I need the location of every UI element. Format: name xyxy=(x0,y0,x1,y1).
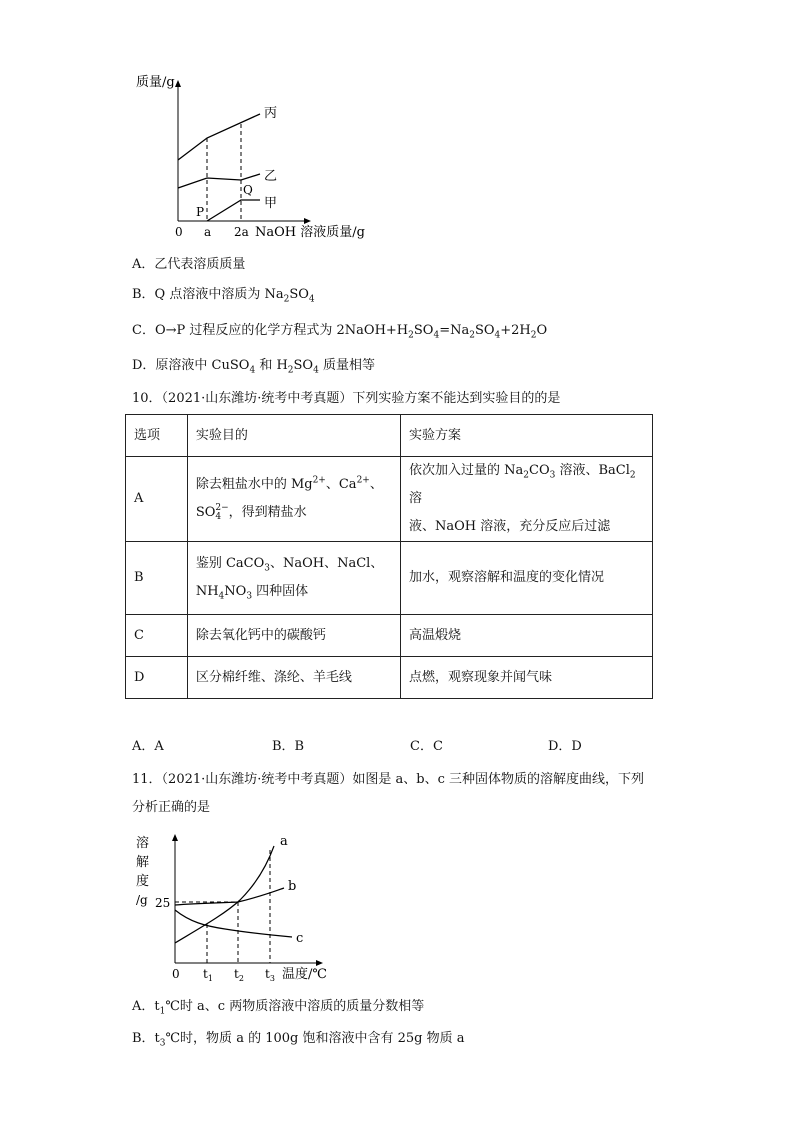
c-text: C．O→P 过程反应的化学方程式为 2NaOH+H xyxy=(132,323,409,338)
sup: 2+ xyxy=(356,475,370,486)
sub: 2 xyxy=(629,470,636,481)
chart2-xtick-t3 xyxy=(265,967,275,983)
chart2-ylabel-2: 解 xyxy=(136,855,150,870)
sub: 4 xyxy=(218,591,225,602)
q11-option-b xyxy=(132,1030,464,1048)
chart2-xlabel: 温度/℃ xyxy=(282,967,327,982)
chart2-ylabel-1: 溶 xyxy=(136,836,150,851)
t: SO xyxy=(195,505,216,520)
chart2-xtick-0: 0 xyxy=(172,967,180,981)
q9-option-b-text: B．Q 点溶液中溶质为 Na xyxy=(132,287,284,302)
sub: 2 xyxy=(283,294,290,305)
t: NO xyxy=(224,584,247,599)
t: t xyxy=(234,967,239,981)
q9-option-b-text2: SO xyxy=(289,287,309,302)
series-jia-label: 甲 xyxy=(264,196,278,211)
t: 四种固体 xyxy=(252,584,309,599)
sub: 2 xyxy=(238,974,244,983)
q10-option-d: D．D xyxy=(548,739,582,754)
sub: 4 xyxy=(249,365,256,376)
t: 溶液、BaCl xyxy=(555,463,630,478)
curve-a-label: a xyxy=(280,834,288,849)
q11-option-a xyxy=(132,998,424,1016)
t: NH xyxy=(195,584,219,599)
chart2-ylabel-3: 度 xyxy=(136,874,150,889)
t: 、 xyxy=(369,477,383,492)
sub: 4 xyxy=(313,365,319,376)
chart1-tick-2a: 2a xyxy=(234,225,249,239)
t: 除去粗盐水中的 Mg xyxy=(195,477,313,492)
c-text: O xyxy=(536,323,548,338)
sub: 2 xyxy=(287,365,294,376)
row-d-plan: 点燃，观察现象并闻气味 xyxy=(401,657,653,699)
sub: 4 xyxy=(433,330,440,341)
c-text: +2H xyxy=(500,323,531,338)
curve-b-label: b xyxy=(288,879,297,894)
t: ℃时 a、c 两物质溶液中溶质的质量分数相等 xyxy=(165,999,425,1014)
chart2-x-arrow xyxy=(316,960,323,966)
c-text: SO xyxy=(474,323,495,338)
t: ，得到精盐水 xyxy=(228,505,307,520)
sub: 3 xyxy=(264,563,270,574)
header-goal: 实验目的 xyxy=(187,415,400,457)
d-text: SO xyxy=(293,358,314,373)
q10-option-a: A．A xyxy=(132,739,164,754)
t: 溶 xyxy=(409,491,423,506)
row-a-plan-l2: 液、NaOH 溶液，充分反应后过滤 xyxy=(409,519,611,534)
sub: 1 xyxy=(207,974,213,983)
row-d-opt: D xyxy=(126,657,188,699)
t: ℃时，物质 a 的 100g 饱和溶液中含有 25g 物质 a xyxy=(165,1031,465,1046)
t: 、Ca xyxy=(325,477,357,492)
chart1-xlabel: NaOH 溶液质量/g xyxy=(255,225,365,240)
sub: 4 xyxy=(215,511,222,522)
q10-option-b: B．B xyxy=(272,739,305,754)
header-option: 选项 xyxy=(126,415,188,457)
t: 依次加入过量的 Na xyxy=(409,463,524,478)
t: t xyxy=(203,967,208,981)
chart2-xtick-t1 xyxy=(203,967,213,983)
q9-option-a: A．乙代表溶质质量 xyxy=(132,257,246,272)
row-c-opt: C xyxy=(126,615,188,657)
sub: 4 xyxy=(494,330,501,341)
q10-option-c: C．C xyxy=(410,739,443,754)
point-p-label: P xyxy=(196,205,205,219)
c-text: SO xyxy=(413,323,434,338)
q11-stem-line2: 分析正确的是 xyxy=(132,800,211,815)
q10-stem: 10．（2021·山东潍坊·统考中考真题）下列实验方案不能达到实验目的的是 xyxy=(132,391,561,406)
t: 、NaOH、NaCl、 xyxy=(269,556,384,571)
chart1-ylabel: 质量/g xyxy=(136,75,175,90)
header-plan: 实验方案 xyxy=(401,415,653,457)
chart1-tick-a: a xyxy=(204,225,212,239)
row-b-opt: B xyxy=(126,542,188,615)
curve-c-label: c xyxy=(296,931,304,946)
row-a-opt: A xyxy=(126,457,188,542)
sub: 3 xyxy=(159,1038,166,1049)
point-q-label: Q xyxy=(243,183,253,197)
sup: 2− xyxy=(215,502,229,513)
chart2-ylabel-4: /g xyxy=(136,893,148,907)
q11-stem-line1: 11．（2021·山东潍坊·统考中考真题）如图是 a、b、c 三种固体物质的溶解度曲线，下列 xyxy=(132,772,645,787)
t: A．t xyxy=(132,999,160,1014)
chart1-tick-0: 0 xyxy=(175,225,183,239)
sub: 2 xyxy=(469,330,475,341)
t: CO xyxy=(529,463,550,478)
sup: 2+ xyxy=(312,475,326,486)
sub: 2 xyxy=(408,330,414,341)
chart2-ytick-25: 25 xyxy=(155,896,171,910)
row-b-plan: 加水，观察溶解和温度的变化情况 xyxy=(401,542,653,615)
chart2-y-arrow xyxy=(172,834,178,841)
sub: 2 xyxy=(530,330,537,341)
d-text: D．原溶液中 CuSO xyxy=(132,358,250,373)
series-bing-label: 丙 xyxy=(264,106,278,121)
sub: 4 xyxy=(308,294,315,305)
row-c-goal: 除去氧化钙中的碳酸钙 xyxy=(187,615,400,657)
row-c-plan: 高温煅烧 xyxy=(401,615,653,657)
sub: 1 xyxy=(159,1006,166,1017)
chart2-xtick-t2 xyxy=(234,967,244,983)
series-yi-label: 乙 xyxy=(264,169,278,184)
sub: 3 xyxy=(269,974,275,983)
t: B．t xyxy=(132,1031,160,1046)
sub: 3 xyxy=(246,591,253,602)
t: t xyxy=(265,967,270,981)
c-text: =Na xyxy=(439,323,470,338)
row-d-goal: 区分棉纤维、涤纶、羊毛线 xyxy=(187,657,400,699)
d-text: 质量相等 xyxy=(318,358,375,373)
sub: 3 xyxy=(549,470,556,481)
t: 鉴别 CaCO xyxy=(195,556,265,571)
d-text: 和 H xyxy=(255,358,288,373)
sub: 2 xyxy=(523,470,530,481)
